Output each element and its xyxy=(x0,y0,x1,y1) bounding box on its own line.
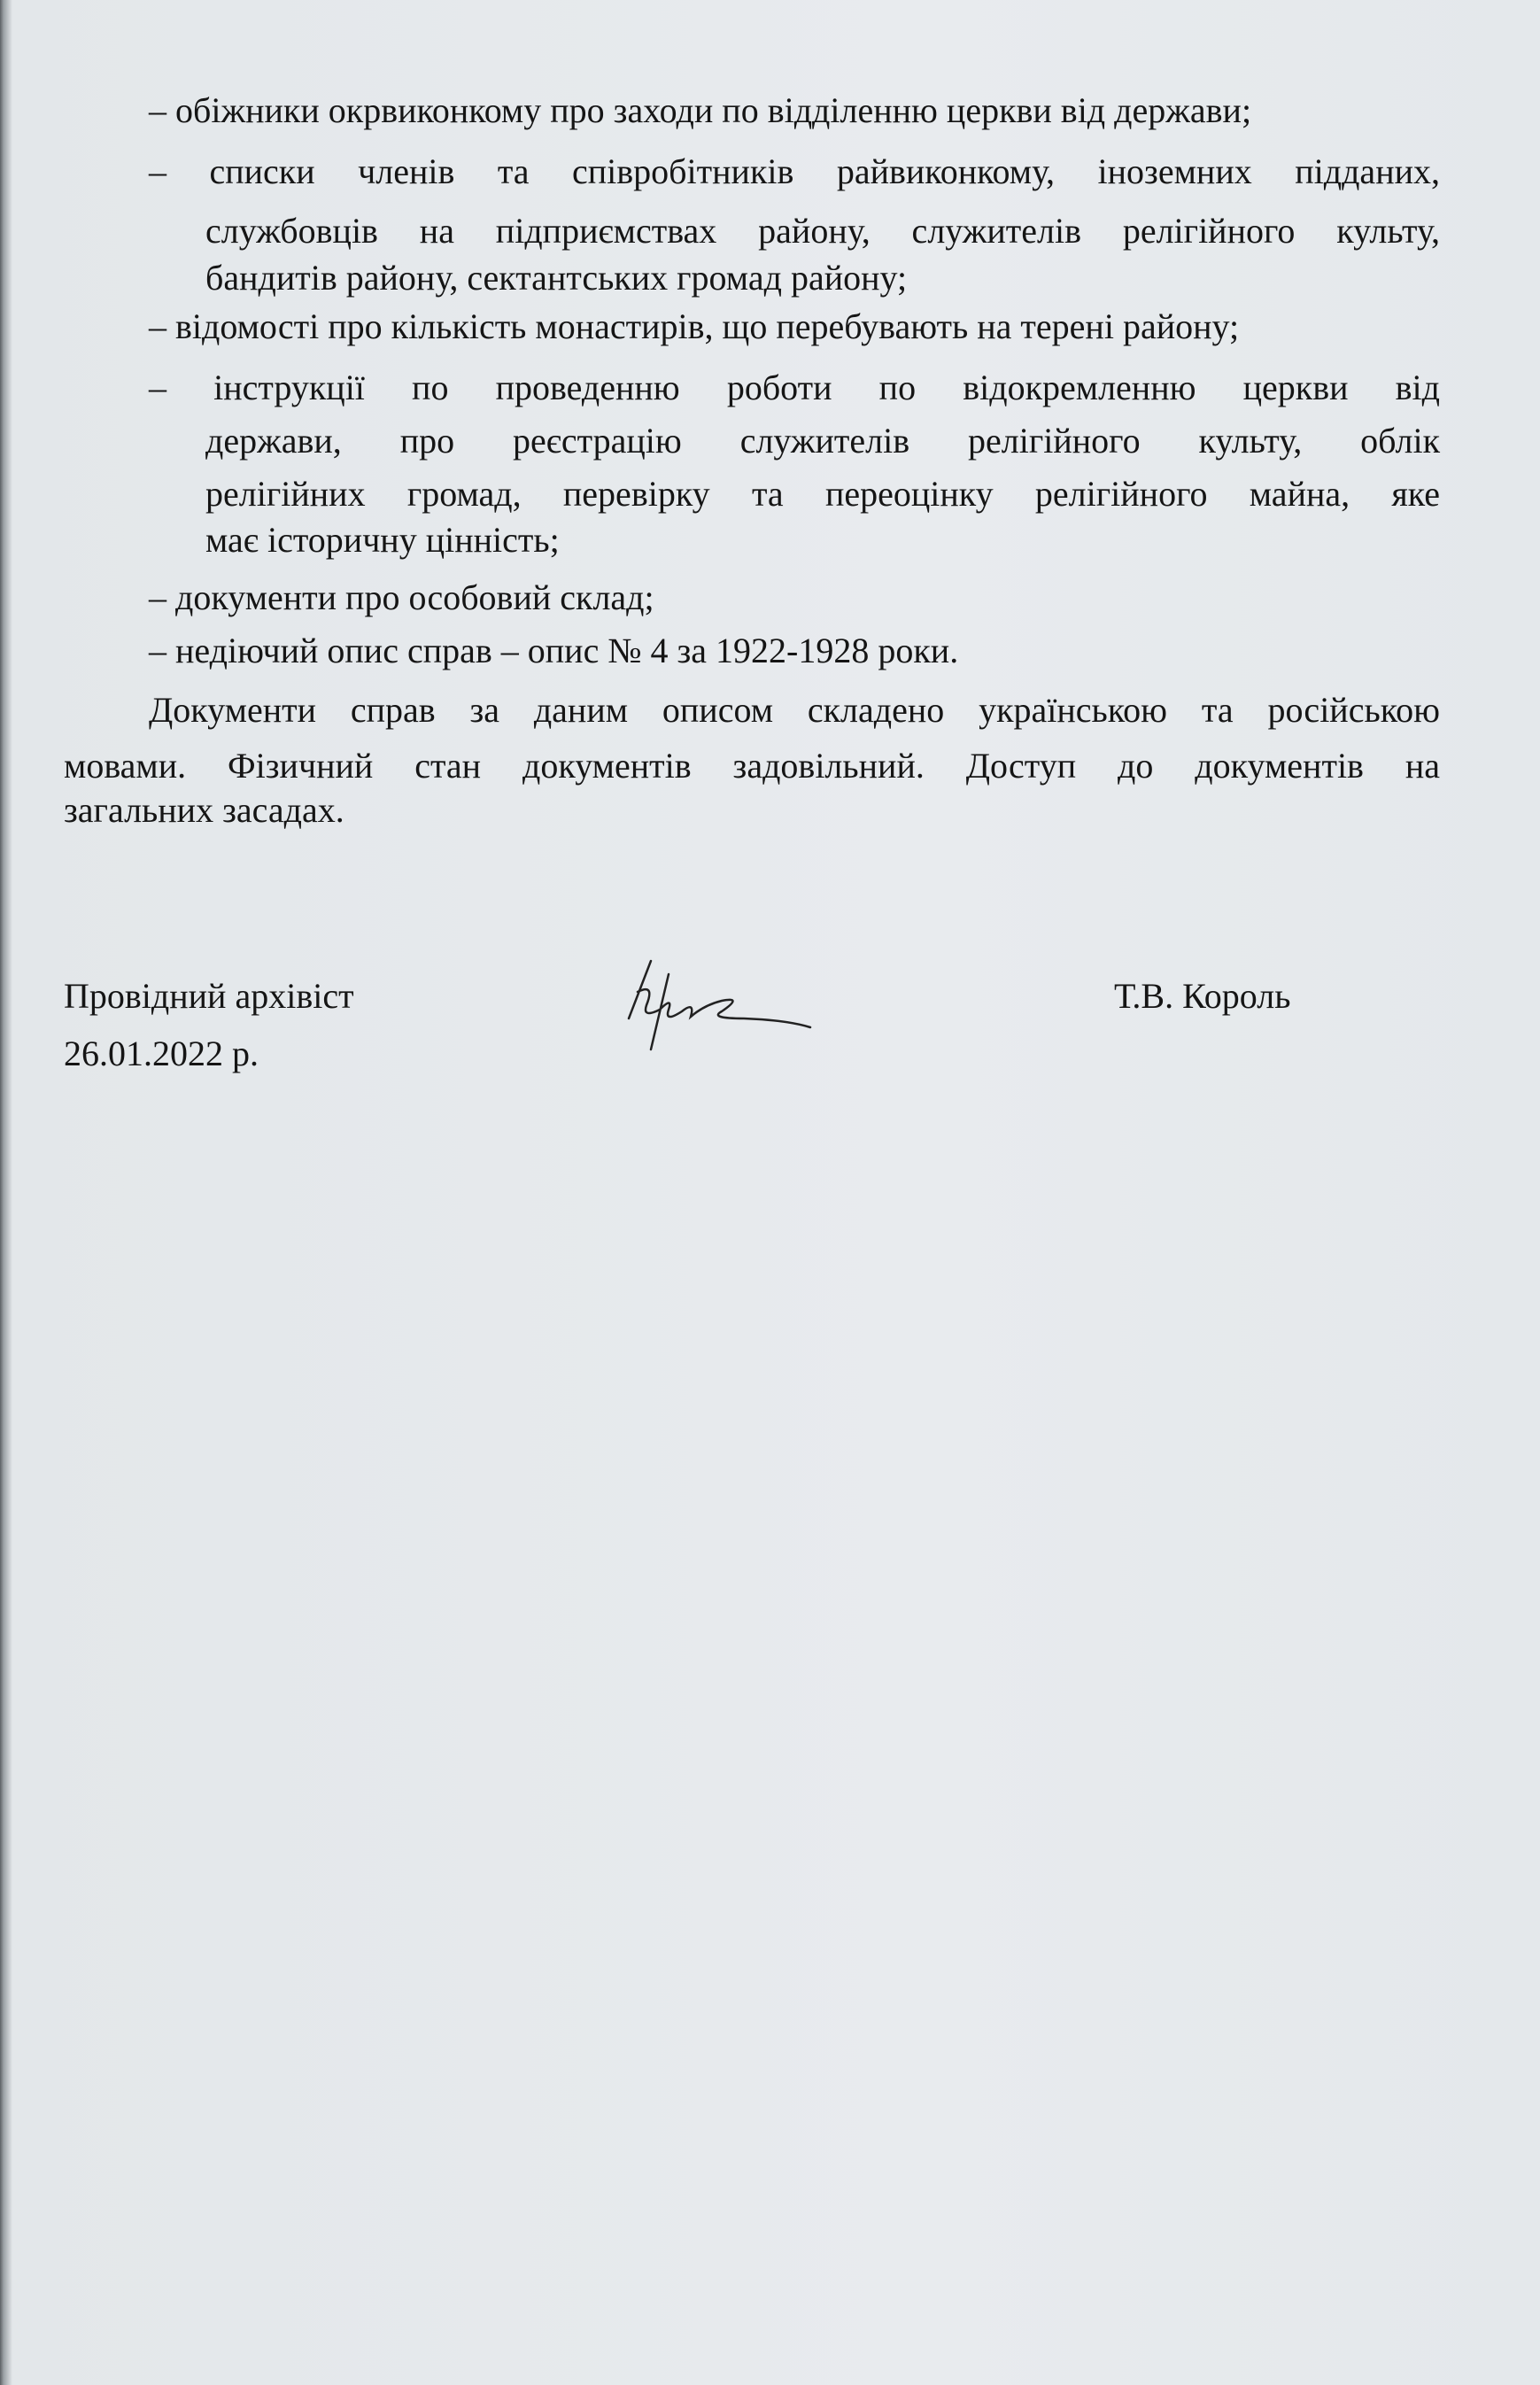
list-item: – відомості про кількість монастирів, що перебувають на терені району; xyxy=(149,306,1240,346)
signatory-name: Т.В. Король xyxy=(1114,976,1291,1016)
list-item: – обіжники окрвиконкому про заходи по відділенню церкви від держави; xyxy=(149,90,1252,130)
paragraph-line: мовами. Фізичний стан документів задовільний. Доступ до документів на xyxy=(64,746,1440,786)
list-item-continuation: має історичну цінність; xyxy=(205,520,560,560)
list-item-continuation: бандитів району, сектантських громад району; xyxy=(205,258,908,298)
list-item-continuation: релігійних громад, перевірку та переоцінку релігійного майна, яке xyxy=(205,474,1440,514)
list-item: – документи про особовий склад; xyxy=(149,577,654,617)
list-item: – списки членів та співробітників райвиконкому, іноземних підданих, xyxy=(149,151,1440,191)
handwritten-signature xyxy=(620,956,841,1054)
document-date: 26.01.2022 р. xyxy=(64,1034,259,1073)
list-item: – недіючий опис справ – опис № 4 за 1922-1928 роки. xyxy=(149,631,959,670)
list-item-continuation: службовців на підприємствах району, служителів релігійного культу, xyxy=(205,211,1440,251)
list-item: – інструкції по проведенню роботи по відокремленню церкви від xyxy=(149,368,1440,407)
list-item-continuation: держави, про реєстрацію служителів релігійного культу, облік xyxy=(205,421,1440,461)
signatory-position: Провідний архівіст xyxy=(64,976,354,1016)
paragraph-line: загальних засадах. xyxy=(64,790,344,830)
paragraph-line: Документи справ за даним описом складено українською та російською xyxy=(149,690,1440,730)
